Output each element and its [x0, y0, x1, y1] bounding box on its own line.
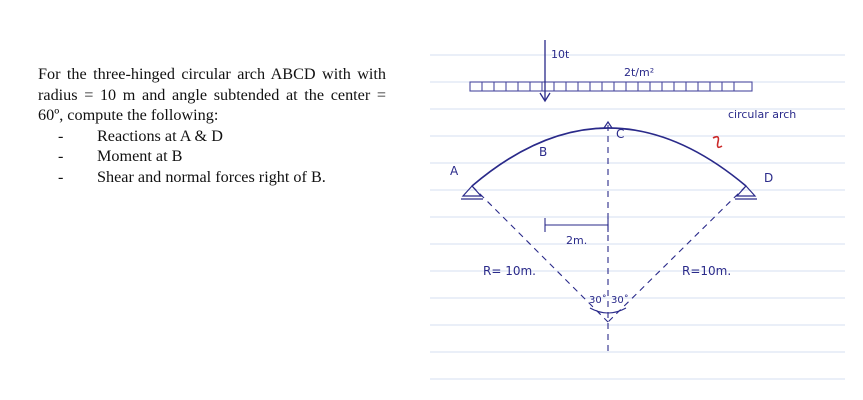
radius-right-label: R=10m. — [682, 264, 732, 278]
point-b-label: B — [539, 145, 548, 159]
offset-dimension — [545, 218, 608, 232]
point-c-label: C — [616, 127, 625, 141]
required-item: - Shear and normal forces right of B. — [58, 167, 326, 186]
arch-sketch — [430, 28, 845, 384]
offset-label: 2m. — [566, 234, 588, 247]
problem-statement: For the three-hinged circular arch ABCD with with radius = 10 m and angle subtended at the center = 60º, compute the following: — [38, 65, 386, 124]
radius-lines — [472, 125, 746, 355]
required-item: - Moment at B — [58, 147, 183, 165]
arch-label: circular arch — [728, 108, 797, 121]
distributed-load — [470, 82, 752, 91]
support-a — [461, 186, 483, 199]
required-item: - Reactions at A & D — [58, 126, 223, 145]
distributed-load-label: 2t/m² — [624, 66, 655, 79]
paper-lines — [430, 55, 845, 379]
arch-pointer-mark — [713, 137, 722, 148]
point-load-arrow — [540, 40, 550, 101]
point-load-label: 10t — [551, 48, 570, 61]
radius-left-label: R= 10m. — [483, 264, 536, 278]
required-item-label: Reactions at A & D — [97, 126, 223, 145]
support-d — [735, 186, 757, 199]
arch-curve — [472, 128, 746, 186]
required-item-label: Moment at B — [97, 147, 183, 165]
required-item-label: Shear and normal forces right of B. — [97, 167, 326, 186]
point-d-label: D — [764, 171, 774, 185]
point-a-label: A — [450, 164, 459, 178]
angle-left-label: 30˚ — [589, 295, 607, 306]
angle-right-label: 30˚ — [611, 295, 629, 306]
required-list — [38, 126, 386, 188]
problem-text — [38, 64, 386, 187]
